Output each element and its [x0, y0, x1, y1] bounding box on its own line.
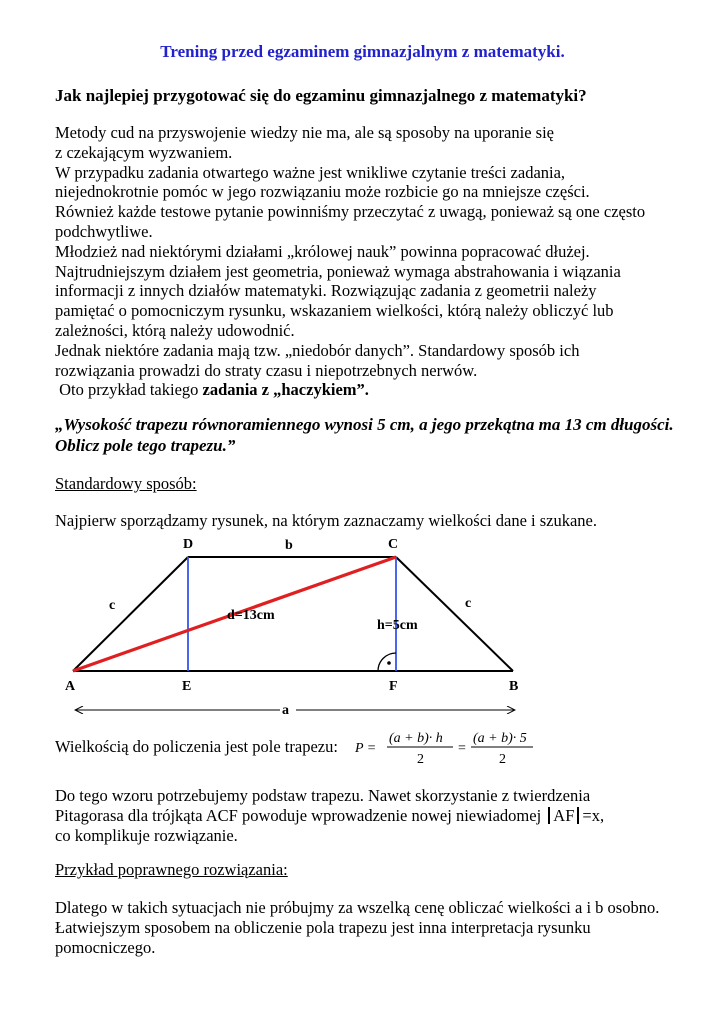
problem-line-af	[55, 806, 705, 826]
trapezoid-area-formula	[355, 728, 535, 768]
standard-method-heading: Standardowy sposób:	[55, 474, 197, 493]
page-title: Trening przed egzaminem gimnazjalnym z matematyki.	[160, 42, 565, 61]
correct-solution-paragraph	[55, 898, 715, 957]
intro-line: Młodzież nad niektórymi działami „królowej nauk” powinna popracować dłużej.	[55, 241, 590, 261]
example-intro-line	[55, 380, 705, 400]
intro-line: niejednokrotnie pomóc w jego rozwiązaniu może rozbicie go na mniejsze części.	[55, 182, 590, 202]
right-angle-dot	[387, 661, 391, 665]
side-label-c-right: c	[465, 596, 472, 611]
intro-line: Również każde testowe pytanie powinniśmy przeczytać z uwagą, ponieważ są one często	[55, 202, 646, 222]
intro-line: rozwiązania prowadzi do straty czasu i niepotrzebnych nerwów.	[55, 360, 478, 380]
intro-line: Jednak niektóre zadania mają tzw. „niedobór danych”. Standardowy sposób ich	[55, 340, 580, 360]
example-intro-bold: zadania z „haczykiem”.	[202, 380, 369, 400]
formula-denominator-2: 2	[499, 752, 506, 767]
vertex-label-e: E	[182, 679, 192, 694]
task-line: Oblicz pole tego trapezu.”	[55, 436, 236, 455]
intro-line: z czekającym wyzwaniem.	[55, 142, 233, 162]
problem-line: co komplikuje rozwiązanie.	[55, 825, 238, 845]
right-angle-arc	[378, 653, 396, 671]
formula-equals: =	[458, 741, 466, 756]
problem-line-prefix: Pitagorasa dla trójkąta ACF powoduje wprowadzenie nowej niewiadomej	[55, 805, 546, 825]
question-heading: Jak najlepiej przygotować się do egzaminu gimnazjalnego z matematyki?	[55, 86, 587, 105]
vertex-label-d: D	[183, 537, 194, 552]
formula-numerator-1: (a + b)· h	[389, 731, 443, 746]
intro-line: W przypadku zadania otwartego ważne jest wnikliwe czytanie treści zadania,	[55, 162, 566, 182]
leg-ad	[73, 557, 188, 671]
intro-line: Najtrudniejszym działem jest geometria, ponieważ wymaga abstrahowania i wiązania	[55, 261, 621, 281]
segment-af: AF	[553, 805, 575, 825]
intro-line: podchwytliwe.	[55, 221, 153, 241]
diagonal-label: d=13cm	[227, 608, 275, 623]
vertex-label-b: B	[509, 679, 519, 694]
intro-line: Metody cud na przyswojenie wiedzy nie ma, ale są sposoby na uporanie się	[55, 123, 554, 142]
problem-line: Do tego wzoru potrzebujemy podstaw trapezu. Nawet skorzystanie z twierdzenia	[55, 786, 591, 805]
problem-line-suffix: =x,	[582, 805, 605, 825]
task-line: „Wysokość trapezu równoramiennego wynosi 5 cm, a jego przekątna ma 13 cm długości.	[55, 415, 674, 434]
problem-paragraph	[55, 786, 705, 845]
trapezoid-diagram	[55, 532, 535, 717]
formula-numerator-2: (a + b)· 5	[473, 731, 527, 746]
intro-line: zależności, którą należy udowodnić.	[55, 320, 295, 340]
standard-method-text: Najpierw sporządzamy rysunek, na którym zaznaczamy wielkości dane i szukane.	[55, 511, 597, 530]
leg-cb	[396, 557, 513, 671]
intro-line: pamiętać o pomocniczym rysunku, wskazaniem wielkości, którą należy obliczyć lub	[55, 301, 614, 321]
task-statement	[55, 414, 710, 456]
example-intro-text: Oto przykład takiego	[55, 380, 203, 400]
side-label-b: b	[285, 538, 293, 553]
vertex-label-a: A	[65, 679, 76, 694]
intro-paragraph	[55, 123, 705, 400]
formula-denominator-1: 2	[417, 752, 424, 767]
formula-lhs: P =	[355, 741, 377, 756]
vertex-label-f: F	[389, 679, 398, 694]
height-label: h=5cm	[377, 618, 418, 633]
vertex-label-c: C	[388, 537, 399, 552]
side-label-a: a	[282, 703, 289, 717]
formula-label: Wielkością do policzenia jest pole trapezu:	[55, 737, 338, 756]
correct-solution-heading: Przykład poprawnego rozwiązania:	[55, 860, 288, 879]
solution-line: Dlatego w takich sytuacjach nie próbujmy za wszelką cenę obliczać wielkości a i b osobno.	[55, 898, 660, 917]
abs-bar-right	[577, 807, 579, 824]
solution-line: pomocniczego.	[55, 937, 156, 957]
abs-bar-left	[548, 807, 550, 824]
solution-line: Łatwiejszym sposobem na obliczenie pola trapezu jest inna interpretacja rysunku	[55, 917, 591, 937]
side-label-c-left: c	[109, 598, 116, 613]
intro-line: informacji z innych działów matematyki. Rozwiązując zadania z geometrii należy	[55, 281, 597, 301]
